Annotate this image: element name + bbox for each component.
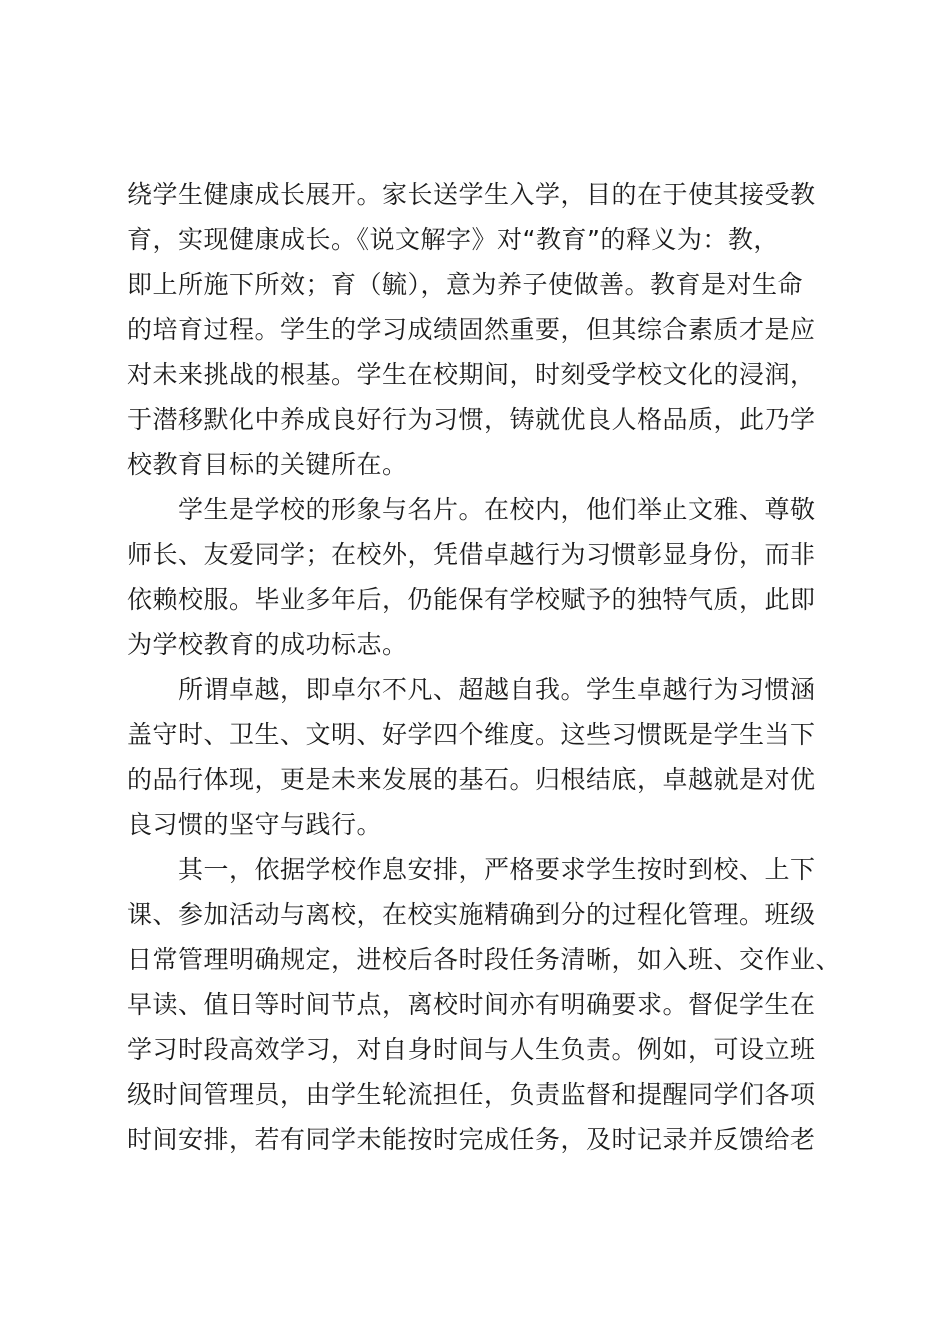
text-line: 育，实现健康成长。《说文解字》对“教育”的释义为：教，: [127, 225, 779, 254]
text-line: 课、参加活动与离校，在校实施精确到分的过程化管理。班级: [127, 900, 816, 929]
text-line: 早读、值日等时间节点，离校时间亦有明确要求。督促学生在: [127, 990, 816, 1019]
text-line: 日常管理明确规定，进校后各时段任务清晰，如入班、交作业、: [127, 945, 842, 974]
text-line: 绕学生健康成长展开。家长送学生入学，目的在于使其接受教: [127, 180, 816, 209]
text-line: 即上所施下所效；育（毓），意为养子使做善。教育是对生命: [127, 270, 804, 299]
body-text: [127, 172, 842, 1162]
text-line: 对未来挑战的根基。学生在校期间，时刻受学校文化的浸润，: [127, 360, 816, 389]
text-line: 师长、友爱同学；在校外，凭借卓越行为习惯彰显身份，而非: [127, 540, 816, 569]
text-line: 良习惯的坚守与践行。: [127, 810, 383, 839]
text-line: 于潜移默化中养成良好行为习惯，铸就优良人格品质，此乃学: [127, 405, 816, 434]
text-line: 学习时段高效学习，对自身时间与人生负责。例如，可设立班: [127, 1035, 816, 1064]
text-line: 时间安排，若有同学未能按时完成任务，及时记录并反馈给老: [127, 1125, 816, 1154]
text-line: 的品行体现，更是未来发展的基石。归根结底，卓越就是对优: [127, 765, 816, 794]
text-line: 所谓卓越，即卓尔不凡、超越自我。学生卓越行为习惯涵: [127, 675, 816, 704]
text-line: 为学校教育的成功标志。: [127, 630, 408, 659]
text-line: 级时间管理员，由学生轮流担任，负责监督和提醒同学们各项: [127, 1080, 816, 1109]
text-line: 盖守时、卫生、文明、好学四个维度。这些习惯既是学生当下: [127, 720, 816, 749]
text-line: 依赖校服。毕业多年后，仍能保有学校赋予的独特气质，此即: [127, 585, 816, 614]
text-line: 学生是学校的形象与名片。在校内，他们举止文雅、尊敬: [127, 495, 816, 524]
text-line: 其一，依据学校作息安排，严格要求学生按时到校、上下: [127, 855, 816, 884]
text-line: 校教育目标的关键所在。: [127, 450, 408, 479]
text-line: 的培育过程。学生的学习成绩固然重要，但其综合素质才是应: [127, 315, 816, 344]
